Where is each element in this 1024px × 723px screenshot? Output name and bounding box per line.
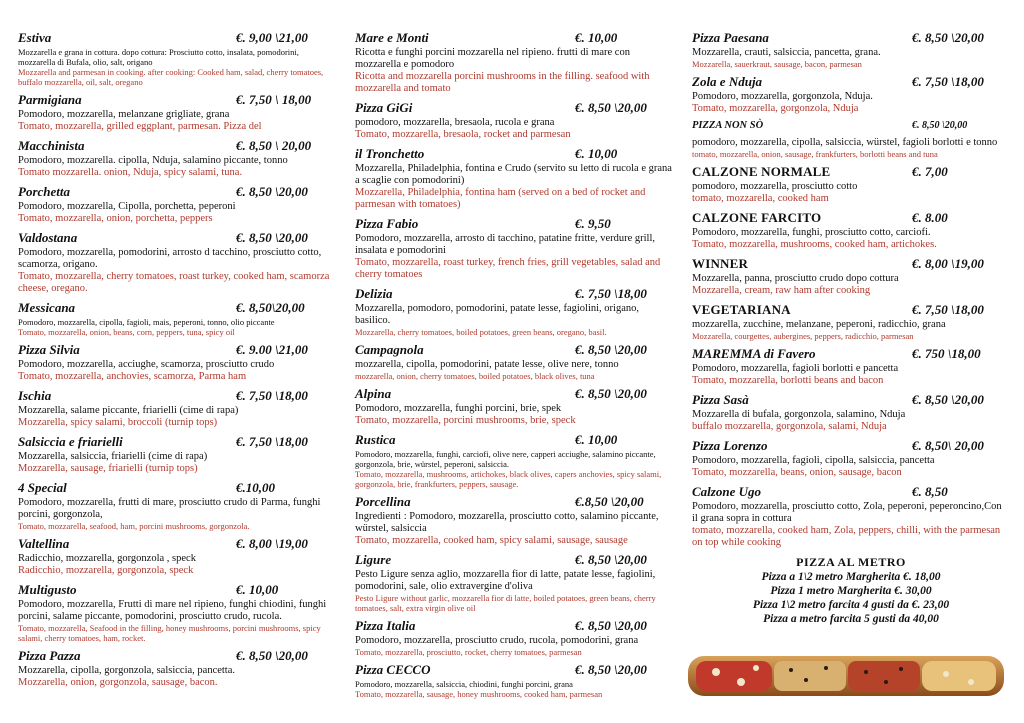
- item-ingredients-italian: Pomodoro, mozzarella, prosciutto cotto, Zola, peperoni, peperoncino,Con il grana sopra in cottura: [692, 501, 1002, 524]
- item-price: €. 8,50 \20,00: [912, 392, 984, 407]
- item-ingredients-italian: Mozzarella, panna, prosciutto crudo dopo cottura: [692, 273, 899, 284]
- menu-item-pizza-lorenzo: [692, 438, 1010, 479]
- item-price: €. 8.00: [912, 210, 948, 225]
- item-ingredients-english: Tomato, mozzarella, cherry tomatoes, roast turkey, cooked ham, scamorza cheese, oregano.: [18, 271, 330, 294]
- item-name: VEGETARIANA: [692, 302, 791, 317]
- item-price: €. 8,50 \20,00: [575, 618, 647, 633]
- item-name: Pizza Pazza: [18, 648, 81, 663]
- item-name: Delizia: [355, 286, 393, 301]
- item-ingredients-english: Tomato, mozzarella, cooked ham, spicy salami, sausage, sausage: [355, 535, 628, 546]
- item-price: €. 7,50 \ 18,00: [236, 92, 312, 107]
- item-header: [355, 342, 673, 359]
- item-header: [692, 256, 1010, 273]
- menu-item-valdostana: [18, 230, 334, 295]
- item-name: Pizza Italia: [355, 618, 416, 633]
- item-name: Pizza CECCO: [355, 662, 431, 677]
- item-price: €. 10,00: [236, 582, 279, 597]
- item-price: €. 8,50 \20,00: [575, 662, 647, 677]
- item-ingredients-english: Tomato, mozzarella, Seafood in the filling, honey mushrooms, porcini mushrooms, spicy salami, cherry tomatoes, ham, rocket.: [18, 623, 321, 643]
- item-price: €. 7,50 \18,00: [912, 302, 984, 317]
- item-price: €. 7,00: [912, 164, 948, 179]
- item-price: €. 9.00 \21,00: [236, 342, 308, 357]
- item-header: [692, 210, 1010, 227]
- item-ingredients-english: Pesto Ligure without garlic, mozzarella fior di latte, boiled potatoes, green beans, cherry tomatoes, salt, extra virgin olive oil: [355, 593, 656, 613]
- menu-item-pizza-silvia: [18, 342, 334, 383]
- item-header: [18, 300, 334, 317]
- menu-item-mare-e-monti: [355, 30, 673, 95]
- item-ingredients-italian: Pomodoro, mozzarella, Cipolla, porchetta, peperoni: [18, 201, 236, 212]
- item-name: Pizza Silvia: [18, 342, 80, 357]
- item-header: [18, 536, 334, 553]
- item-ingredients-italian: Pomodoro, mozzarella, Frutti di mare nel ripieno, funghi chiodini, funghi porcini, salame piccante, pomodorini, prosciutto crudo, rucola.: [18, 599, 327, 622]
- item-ingredients-italian: Radicchio, mozzarella, gorgonzola , speck: [18, 553, 196, 564]
- item-header: [18, 434, 334, 451]
- item-ingredients-italian: Pomodoro, mozzarella, funghi porcini, brie, spek: [355, 403, 562, 414]
- item-header: [355, 146, 673, 163]
- menu-item-4-special: [18, 480, 334, 531]
- item-header: [692, 30, 1010, 47]
- menu-item-calzone-ugo: [692, 484, 1010, 549]
- item-price: €. 8,50 \20,00: [912, 120, 968, 131]
- item-ingredients-english: tomato, mozzarella, onion, sausage, frankfurters, borlotti beans and tuna: [692, 149, 938, 159]
- menu-item-messicana: [18, 300, 334, 337]
- item-ingredients-italian: Ricotta e funghi porcini mozzarella nel ripieno. frutti di mare con mozzarella e pomodoro: [355, 47, 630, 70]
- item-ingredients-italian: Mozzarella, Philadelphia, fontina e Crudo (servito su letto di rucola e grana a scaglie con pomodorini): [355, 163, 672, 186]
- item-ingredients-italian: Pomodoro, mozzarella, melanzane grigliate, grana: [18, 109, 230, 120]
- item-ingredients-english: Mozzarella, onion, gorgonzola, sausage, bacon.: [18, 677, 218, 688]
- item-ingredients-italian: Pomodoro, mozzarella, prosciutto crudo, rucola, pomodorini, grana: [355, 635, 639, 646]
- item-name: Pizza GiGi: [355, 100, 413, 115]
- menu-item-winner: [692, 256, 1010, 297]
- menu-item-pizza-sasa: [692, 392, 1010, 433]
- item-header: [355, 618, 673, 635]
- item-header: [355, 216, 673, 233]
- item-price: €. 8,50 \20,00: [575, 552, 647, 567]
- item-name: Mare e Monti: [355, 30, 429, 45]
- item-price: €. 8,50\20,00: [236, 300, 305, 315]
- item-ingredients-english: Tomato, mozzarella, sausage, honey mushrooms, cooked ham, parmesan: [355, 689, 603, 699]
- item-name: Parmigiana: [18, 92, 82, 107]
- item-header: [692, 438, 1010, 455]
- item-header: [692, 120, 1010, 137]
- item-name: Valtellina: [18, 536, 70, 551]
- item-price: €. 7,50 \18,00: [912, 74, 984, 89]
- item-name: 4 Special: [18, 480, 67, 495]
- menu-item-parmigiana: [18, 92, 334, 133]
- menu-item-maremma-di-favero: [692, 346, 1010, 387]
- item-ingredients-english: Tomato, mozzarella, seafood, ham, porcini mushrooms, gorgonzola.: [18, 521, 250, 531]
- item-header: [355, 552, 673, 569]
- item-name: Ligure: [355, 552, 392, 567]
- item-ingredients-english: Tomato, mozzarella, roast turkey, french fries, grill vegetables, salad and cherry tomatoes: [355, 257, 661, 280]
- item-name: Alpina: [355, 386, 392, 401]
- menu-column-1: [18, 30, 334, 694]
- item-ingredients-italian: Mozzarella, salsiccia, friarielli (cime di rapa): [18, 451, 208, 462]
- item-header: [355, 432, 673, 449]
- item-ingredients-english: tomato, mozzarella, cooked ham: [692, 193, 829, 204]
- item-header: [355, 494, 673, 511]
- item-price: €.10,00: [236, 480, 275, 495]
- item-price: €. 7,50 \18,00: [575, 286, 647, 301]
- menu-item-ligure: [355, 552, 673, 613]
- item-price: €. 10,00: [575, 30, 618, 45]
- item-ingredients-italian: Pomodoro, mozzarella, funghi, carciofi, olive nere, capperi acciughe, salamino piccante, gorgonzola, brie, würstel, peperoni, salsiccia.: [355, 449, 656, 469]
- item-name: Pizza Sasà: [692, 392, 749, 407]
- item-name: Ischia: [18, 388, 52, 403]
- item-ingredients-italian: Pesto Ligure senza aglio, mozzarella fior di latte, patate lesse, fagiolini, pomodorini, sale, olio extravergine d'oliva: [355, 569, 656, 592]
- item-name: Zola e Nduja: [692, 74, 763, 89]
- item-ingredients-italian: pomodoro, mozzarella, bresaola, rucola e grana: [355, 117, 555, 128]
- item-ingredients-english: mozzarella, onion, cherry tomatoes, boiled potatoes, black olives, tuna: [355, 371, 595, 381]
- pizza-al-metro-line: Pizza 1\2 metro farcita 4 gusti da €. 23,00: [752, 599, 950, 611]
- item-ingredients-english: Tomato, mozzarella, porcini mushrooms, brie, speck: [355, 415, 576, 426]
- pizza-al-metro-image: [686, 652, 1006, 700]
- pizza-al-metro-line: Pizza a metro farcita 5 gusti da 40,00: [763, 613, 939, 625]
- item-ingredients-english: Tomato, mozzarella, beans, onion, sausage, bacon: [692, 467, 902, 478]
- item-price: €. 9,50: [575, 216, 611, 231]
- item-header: [355, 100, 673, 117]
- item-name: Porcellina: [355, 494, 411, 509]
- item-ingredients-italian: Pomodoro, mozzarella, frutti di mare, prosciutto crudo di Parma, funghi porcini, gorgonzola,: [18, 497, 321, 520]
- item-price: €. 8,50 \20,00: [575, 342, 647, 357]
- item-header: [692, 74, 1010, 91]
- item-header: [18, 648, 334, 665]
- item-price: €. 7,50 \18,00: [236, 434, 308, 449]
- item-header: [18, 30, 334, 47]
- item-ingredients-italian: Pomodoro, mozzarella, arrosto di tacchino, patatine fritte, verdure grill, insalata e pomodorini: [355, 233, 656, 256]
- item-name: Salsiccia e friarielli: [18, 434, 123, 449]
- menu-item-vegetariana: [692, 302, 1010, 341]
- item-price: €. 9,00 \21,00: [236, 30, 308, 45]
- item-ingredients-italian: Pomodoro, mozzarella, gorgonzola, Nduja.: [692, 91, 873, 102]
- item-ingredients-english: Tomato mozzarella. onion, Nduja, spicy salami, tuna.: [18, 167, 243, 178]
- menu-item-ischia: [18, 388, 334, 429]
- item-price: €. 8,50 \20,00: [575, 386, 647, 401]
- item-ingredients-english: Tomato, mozzarella, onion, porchetta, peppers: [18, 213, 213, 224]
- item-ingredients-italian: Mozzarella, salame piccante, friarielli (cime di rapa): [18, 405, 239, 416]
- item-name: Pizza Fabio: [355, 216, 419, 231]
- item-name: Campagnola: [355, 342, 424, 357]
- item-ingredients-english: Tomato, mozzarella, mushrooms, artichokes, black olives, capers anchovies, spicy salami, gorgonzola, brie, frankfurters, peppers, sausage.: [355, 469, 662, 489]
- menu-column-3: [692, 30, 1010, 626]
- item-header: [18, 184, 334, 201]
- menu-item-multigusto: [18, 582, 334, 643]
- item-name: Pizza Lorenzo: [692, 438, 768, 453]
- item-header: [18, 388, 334, 405]
- item-ingredients-italian: Mozzarella, pomodoro, pomodorini, patate lesse, fagiolini, origano, basilico.: [355, 303, 640, 326]
- item-ingredients-italian: Mozzarella di bufala, gorgonzola, salamino, Nduja: [692, 409, 906, 420]
- pizza-al-metro-line: Pizza a 1\2 metro Margherita €. 18,00: [761, 571, 941, 583]
- item-price: €.8,50 \20,00: [575, 494, 644, 509]
- item-ingredients-english: tomato, mozzarella, cooked ham, Zola, peppers, chilli, with the parmesan on top while cooking: [692, 525, 1001, 548]
- item-ingredients-italian: mozzarella, cipolla, pomodorini, patate lesse, olive nere, tonno: [355, 359, 619, 370]
- menu-item-pizza-cecco: [355, 662, 673, 699]
- item-ingredients-english: Mozzarella, sausage, friarielli (turnip tops): [18, 463, 198, 474]
- item-header: [18, 342, 334, 359]
- menu-item-delizia: [355, 286, 673, 337]
- menu-item-pizza-paesana: [692, 30, 1010, 69]
- item-name: CALZONE NORMALE: [692, 164, 831, 179]
- item-ingredients-italian: pomodoro, mozzarella, cipolla, salsiccia, würstel, fagioli borlotti e tonno: [692, 137, 998, 148]
- item-ingredients-english: Tomato, mozzarella, grilled eggplant, parmesan. Pizza del: [18, 121, 262, 132]
- item-header: [18, 230, 334, 247]
- menu-item-porcellina: [355, 494, 673, 547]
- item-ingredients-italian: Mozzarella, crauti, salsiccia, pancetta, grana.: [692, 47, 881, 58]
- item-ingredients-english: Mozzarella, courgettes, aubergines, peppers, radicchio, parmesan: [692, 331, 914, 341]
- item-ingredients-italian: Ingredienti : Pomodoro, mozzarella, prosciutto cotto, salamino piccante, würstel, salsiccia: [355, 511, 659, 534]
- item-ingredients-italian: pomodoro, mozzarella, prosciutto cotto: [692, 181, 858, 192]
- menu-item-salsiccia-e-friarielli: [18, 434, 334, 475]
- item-ingredients-italian: Mozzarella, cipolla, gorgonzola, salsiccia, pancetta.: [18, 665, 236, 676]
- menu-item-pizza-italia: [355, 618, 673, 657]
- item-name: Pizza Paesana: [692, 30, 769, 45]
- item-ingredients-italian: Pomodoro, mozzarella, funghi, prosciutto cotto, carciofi.: [692, 227, 931, 238]
- menu-item-estiva: [18, 30, 334, 87]
- item-ingredients-english: Mozzarella, spicy salami, broccoli (turnip tops): [18, 417, 218, 428]
- item-ingredients-english: Mozzarella, sauerkraut, sausage, bacon, parmesan: [692, 59, 862, 69]
- item-header: [692, 484, 1010, 501]
- menu-column-2: [355, 30, 673, 704]
- item-price: €. 10,00: [575, 146, 618, 161]
- item-ingredients-italian: Pomodoro, mozzarella, fagioli borlotti e pancetta: [692, 363, 899, 374]
- item-name: Valdostana: [18, 230, 78, 245]
- menu-item-valtellina: [18, 536, 334, 577]
- item-ingredients-english: Mozzarella, cherry tomatoes, boiled potatoes, green beans, oregano, basil.: [355, 327, 607, 337]
- item-header: [692, 392, 1010, 409]
- menu-item-pizza-gigi: [355, 100, 673, 141]
- item-price: €. 10,00: [575, 432, 618, 447]
- item-price: €. 8,50 \20,00: [912, 30, 984, 45]
- item-ingredients-italian: Pomodoro, mozzarella, salsiccia, chiodini, funghi porcini, grana: [355, 679, 573, 689]
- item-name: Macchinista: [18, 138, 85, 153]
- item-price: €. 8,50 \20,00: [236, 230, 308, 245]
- menu-item-zola-e-nduja: [692, 74, 1010, 115]
- menu-item-rustica: [355, 432, 673, 489]
- item-name: CALZONE FARCITO: [692, 210, 822, 225]
- item-header: [18, 138, 334, 155]
- item-name: Messicana: [18, 300, 76, 315]
- item-ingredients-english: Tomato, mozzarella, anchovies, scamorza, Parma ham: [18, 371, 247, 382]
- menu-item-alpina: [355, 386, 673, 427]
- item-header: [355, 286, 673, 303]
- item-ingredients-italian: Pomodoro, mozzarella, cipolla, fagioli, mais, peperoni, tonno, olio piccante: [18, 317, 275, 327]
- item-price: €. 8,50 \20,00: [236, 184, 308, 199]
- item-price: €. 8,50\ 20,00: [912, 438, 984, 453]
- item-header: [692, 346, 1010, 363]
- item-header: [18, 480, 334, 497]
- menu-item-calzone-normale: [692, 164, 1010, 205]
- item-ingredients-english: Radicchio, mozzarella, gorgonzola, speck: [18, 565, 194, 576]
- item-price: €. 8,50 \20,00: [575, 100, 647, 115]
- menu-item-calzone-farcito: [692, 210, 1010, 251]
- item-header: [692, 302, 1010, 319]
- item-header: [355, 30, 673, 47]
- item-ingredients-english: Tomato, mozzarella, gorgonzola, Nduja: [692, 103, 859, 114]
- item-price: €. 8,50: [912, 484, 948, 499]
- item-ingredients-english: Tomato, mozzarella, onion, beans, corn, peppers, tuna, spicy oil: [18, 327, 235, 337]
- item-header: [18, 92, 334, 109]
- item-ingredients-italian: Mozzarella e grana in cottura. dopo cottura: Prosciutto cotto, insalata, pomodorini, mozzarella di Bufala, olio, salt, origano: [18, 47, 299, 67]
- item-ingredients-english: Tomato, mozzarella, mushrooms, cooked ham, artichokes.: [692, 239, 937, 250]
- item-ingredients-english: buffalo mozzarella, gorgonzola, salami, Nduja: [692, 421, 887, 432]
- item-ingredients-italian: mozzarella, zucchine, melanzane, peperoni, radicchio, grana: [692, 319, 946, 330]
- item-name: Rustica: [355, 432, 396, 447]
- item-header: [355, 662, 673, 679]
- menu-item-pizza-non-so: [692, 120, 1010, 159]
- item-ingredients-english: Mozzarella, cream, raw ham after cooking: [692, 285, 871, 296]
- item-header: [692, 164, 1010, 181]
- item-header: [18, 582, 334, 599]
- menu-item-pizza-fabio: [355, 216, 673, 281]
- item-price: €. 7,50 \18,00: [236, 388, 308, 403]
- item-ingredients-english: Mozzarella, Philadelphia, fontina ham (served on a bed of rocket and parmesan with tomatoes): [355, 187, 646, 210]
- menu-item-macchinista: [18, 138, 334, 179]
- item-price: €. 8,50 \ 20,00: [236, 138, 312, 153]
- menu-item-il-tronchetto: [355, 146, 673, 211]
- item-ingredients-italian: Pomodoro, mozzarella. cipolla, Nduja, salamino piccante, tonno: [18, 155, 288, 166]
- item-ingredients-english: Tomato, mozzarella, borlotti beans and bacon: [692, 375, 884, 386]
- item-name: Porchetta: [18, 184, 70, 199]
- item-name: Multigusto: [18, 582, 77, 597]
- item-ingredients-italian: Pomodoro, mozzarella, fagioli, cipolla, salsiccia, pancetta: [692, 455, 935, 466]
- item-ingredients-italian: Pomodoro, mozzarella, acciughe, scamorza, prosciutto crudo: [18, 359, 275, 370]
- item-header: [355, 386, 673, 403]
- item-ingredients-english: Mozzarella and parmesan in cooking. after cooking: Cooked ham, salad, cherry tomatoes, buffalo mozzarella, oil, salt, oregano: [18, 67, 324, 87]
- pizza-al-metro-line: Pizza 1 metro Margherita €. 30,00: [770, 585, 932, 597]
- item-price: €. 8,50 \20,00: [236, 648, 308, 663]
- item-ingredients-english: Ricotta and mozzarella porcini mushrooms in the filling. seafood with mozzarella and tomato: [355, 71, 650, 94]
- menu-item-porchetta: [18, 184, 334, 225]
- item-ingredients-italian: Pomodoro, mozzarella, pomodorini, arrosto d tacchino, prosciutto cotto, scamorza, origano.: [18, 247, 322, 270]
- item-ingredients-english: Tomato, mozzarella, prosciutto, rocket, cherry tomatoes, parmesan: [355, 647, 582, 657]
- item-price: €. 8,00 \19,00: [236, 536, 308, 551]
- pizza-al-metro-title: PIZZA AL METRO: [796, 555, 906, 569]
- menu-item-campagnola: [355, 342, 673, 381]
- item-ingredients-english: Tomato, mozzarella, bresaola, rocket and parmesan: [355, 129, 571, 140]
- pizza-al-metro-section: [692, 555, 1010, 626]
- item-price: €. 750 \18,00: [912, 346, 981, 361]
- item-name: MAREMMA di Favero: [692, 346, 816, 361]
- item-name: Calzone Ugo: [692, 484, 761, 499]
- item-price: €. 8,00 \19,00: [912, 256, 984, 271]
- item-name: PIZZA NON SÒ: [692, 120, 764, 131]
- item-name: Estiva: [18, 30, 52, 45]
- item-name: WINNER: [692, 256, 749, 271]
- menu-item-pizza-pazza: [18, 648, 334, 689]
- item-name: il Tronchetto: [355, 146, 425, 161]
